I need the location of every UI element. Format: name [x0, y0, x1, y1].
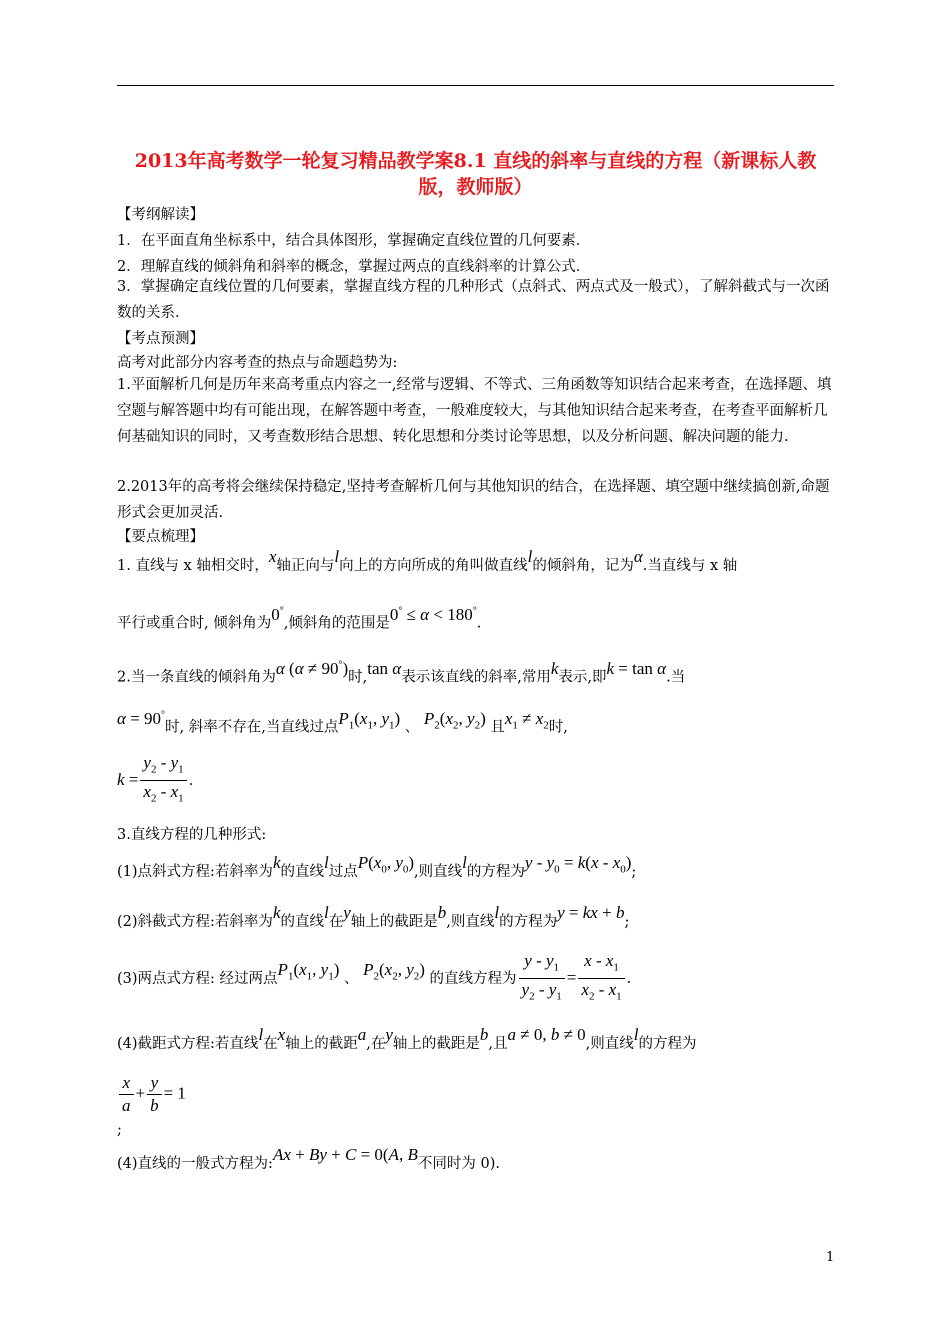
point-3-heading: 3.直线方程的几种形式: [117, 827, 267, 843]
point-1-line-1: 1. 直线与 x 轴相交时，x轴正向与l向上的方向所成的角叫做直线l的倾斜角，记为α.当直线与 x 轴 [117, 547, 738, 574]
section-heading-points: 【要点梳理】 [117, 529, 204, 545]
forecast-item-1: 1.平面解析几何是历年来高考重点内容之一,经常与逻辑、不等式、三角函数等知识结合起来考查，在选择题、填空题与解答题中均有可能出现，在解答题中考查，一般难度较大，与其他知识结合起来考查，在考查平面解析几何基础知识的同时，又考查数形结合思想、转化思想和分类讨论等思想，以及分析问题、解决问题的能力. [117, 377, 832, 445]
outline-item-1: 1．在平面直角坐标系中，结合具体图形，掌握确定直线位置的几何要素． [117, 233, 591, 249]
slope-intercept-form: (2)斜截式方程:若斜率为k的直线l在y轴上的截距是b,则直线l的方程为y = kx + b; [117, 903, 630, 930]
intercept-form: (4)截距式方程:若直线l在x轴上的截距a,在y轴上的截距是b,且a ≠ 0, b ≠ 0,则直线l的方程为 [117, 1025, 697, 1052]
outline-item-3: 3．掌握确定直线位置的几何要素，掌握直线方程的几种形式（点斜式、两点式及一般式），了解斜截式与一次函数的关系． [117, 279, 830, 321]
point-2-line-2: α = 90°时, 斜率不存在,当直线过点$P_1(x_1$, $y_1$) 、 $P_2(x_2$, $y_2$) 且$x_1 \ne x_2$时, [117, 708, 568, 736]
intercept-formula: $\frac{x}{a}$ + $\frac{y}{b}$ = 1 ; [117, 1073, 186, 1138]
point-2-line-1: 2.当一条直线的倾斜角为α (α ≠ 90°)时,tan α表示该直线的斜率,常用k表示,即k = tan α.当 [117, 658, 686, 686]
document-title: 2013年高考数学一轮复习精品教学案8.1 直线的斜率与直线的方程（新课标人教版，教师版） [134, 150, 817, 198]
section-heading-outline: 【考纲解读】 [117, 207, 204, 223]
point-1-line-2: 平行或重合时, 倾斜角为0°,倾斜角的范围是0° ≤ α < 180°. [117, 604, 482, 632]
slope-formula: k = $\frac{y_2 - y_1}{x_2 - x_1}$ . [117, 753, 194, 805]
two-point-form: (3)两点式方程: 经过两点$P_1(x_1$, $y_1$) 、 $P_2(x_2$, $y_2$) 的直线方程为 $\frac{y - y_1}{y_2 - y_1}$ = $\frac{x - x_1}{x_2 - x_1}$ . [117, 951, 632, 1003]
outline-item-2: 2．理解直线的倾斜角和斜率的概念，掌握过两点的直线斜率的计算公式． [117, 259, 591, 275]
point-slope-form: (1)点斜式方程:若斜率为k的直线l过点$P(x_0$, $y_0$),则直线l的方程为$y - y_0 = k(x - x_0)$; [117, 853, 637, 880]
section-heading-forecast: 【考点预测】 [117, 331, 204, 347]
general-form: (4)直线的一般式方程为:Ax + By + C = 0(A, B不同时为 0). [117, 1145, 500, 1172]
page-number: 1 [826, 1250, 835, 1265]
header-rule [117, 85, 834, 86]
forecast-item-2: 2.2013年的高考将会继续保持稳定,坚持考查解析几何与其他知识的结合，在选择题、填空题中继续搞创新,命题形式会更加灵活. [117, 479, 830, 521]
forecast-intro: 高考对此部分内容考查的热点与命题趋势为: [117, 355, 398, 371]
